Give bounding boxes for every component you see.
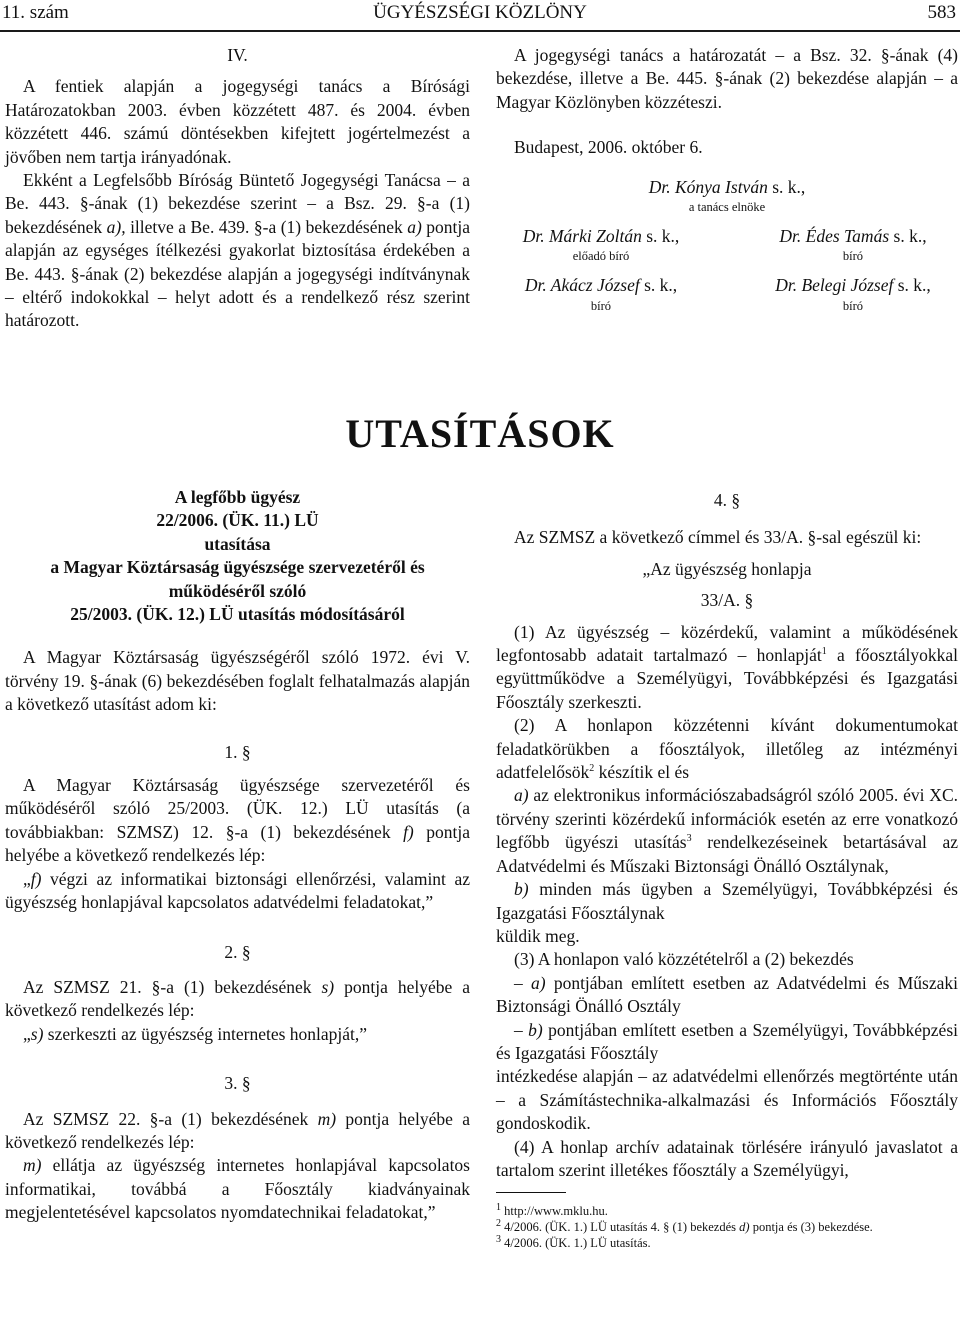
bottom-left-column [5, 486, 470, 1225]
paragraph: intézkedése alapján – az adatvédelmi ellenőrzés megtörténte után – a Számítástechnika-alkalmazási és Információs Főosztály gondoskodik. [496, 1066, 958, 1134]
section-number: 33/A. § [700, 590, 754, 611]
footnote-ref: 3 [686, 833, 692, 845]
paragraph [5, 868, 470, 915]
section-number: 3. § [224, 1073, 251, 1094]
text: pontjában említett esetben az Adatvédelmi és Műszaki Biztonsági Önálló Osztály [496, 972, 959, 1017]
signature [748, 225, 958, 264]
paragraph [496, 1019, 958, 1066]
page-number: 583 [927, 2, 956, 23]
paragraph [496, 972, 958, 1019]
header-rule [0, 30, 960, 32]
title-line: 25/2003. (ÜK. 12.) LÜ utasítás módosításáról [70, 604, 405, 625]
text: rendelkezéseinek betartásával az Adatvédelmi és Műszaki Biztonsági Önálló Osztálynak, [496, 832, 958, 876]
paragraph: A jogegységi tanács a határozatát – a Bsz. 32. §-ának (4) bekezdése, illetve a Be. 445. §-ának (2) bekezdése alapján – a Magyar Közlönyben közzéteszi. [496, 45, 958, 112]
signer-role: előadó bíró [572, 249, 630, 264]
text: végzi az informatikai biztonsági ellenőrzési, valamint az ügyészség honlapjával kapcsolatos adatvédelmi feladatokat,” [5, 868, 470, 913]
top-right-column [496, 44, 958, 314]
title-line: A legfőbb ügyész [174, 487, 301, 507]
text: – [514, 972, 531, 993]
text: „ [23, 1023, 31, 1044]
text: szerkeszti az ügyészség internetes honlapját,” [43, 1023, 368, 1044]
paragraph: A fentiek alapján a jogegységi tanács a Bírósági Határozatokban 2003. évben közzétett 487. és 2004. évben közzétett 446. számú döntésekben kifejtett jogértelmezést a jövőben nem tartja irányadónak. [5, 76, 470, 167]
section-number: 2. § [224, 941, 251, 962]
paragraph [5, 1154, 470, 1224]
text: ellátja az ügyészség internetes honlapjával kapcsolatos informatikai, továbbá a Főosztály kiadványainak megjelentetésével kapcsolatos nyomdatechnikai feladatokat,” [5, 1155, 470, 1223]
title-line: utasítása [204, 533, 271, 554]
section-number: 1. § [224, 741, 251, 762]
paragraph [5, 976, 470, 1023]
text: pontja és (3) bekezdése. [749, 1220, 873, 1235]
text: Az SZMSZ 22. §-a (1) bekezdésének [23, 1108, 318, 1129]
paragraph [5, 774, 470, 868]
title-line: a Magyar Köztársaság ügyészsége szervezetéről és működéséről szóló [50, 557, 425, 601]
text: illetve a Be. 439. §-a (1) bekezdésének [125, 216, 408, 237]
bottom-right-column [496, 489, 958, 1251]
signer-suffix: s. k., [893, 275, 931, 296]
footnote [496, 1235, 958, 1251]
signer-name: Dr. Márki Zoltán [522, 226, 642, 247]
heading-line: „Az ügyészség honlapja [642, 558, 812, 579]
text: készítik el és [594, 762, 690, 783]
footnote-rule [496, 1192, 566, 1193]
text: pontja helyébe a következő rendelkezés lép: [5, 1108, 470, 1152]
paragraph [496, 784, 958, 878]
text: (2) A honlapon közzétenni kívánt dokumentumokat feladatkörükben a főosztályok, illetőleg az intézményi adatfelelősök [496, 715, 958, 783]
top-left-column [5, 44, 470, 333]
text-italic: f) [403, 821, 414, 842]
page-header [0, 2, 960, 28]
text: (1) Az ügyészség – közérdekű, valamint a működésének legfontosabb adatait tartalmazó – honlapját [496, 621, 958, 666]
chair-signature [496, 176, 958, 215]
paragraph: (3) A honlapon való közzétételről a (2) bekezdés [514, 949, 854, 970]
text: a főosztályokkal együttműködve a Személyügyi, Továbbképzési és Igazgatási Főosztály szerkeszti. [496, 645, 958, 712]
text: minden más ügyben a Személyügyi, Továbbképzési és Igazgatási Főosztálynak [496, 879, 958, 923]
signer-name: Dr. Akácz József [524, 275, 640, 296]
signer-name: Dr. Belegi József [775, 275, 894, 296]
text-italic: a), [106, 216, 126, 237]
footnote [496, 1219, 958, 1235]
signer-role: bíró [842, 298, 864, 313]
text: A Magyar Köztársaság ügyészsége szervezetéről és működéséről szóló 25/2003. (ÜK. 12.) LÜ utasítás (a továbbiakban: SZMSZ) 12. §-a (1) bekezdésének [5, 775, 470, 842]
text-italic: b) [514, 879, 529, 900]
text-italic: b) [528, 1019, 543, 1040]
text: 4/2006. (ÜK. 1.) LÜ utasítás. [501, 1236, 651, 1251]
text: Ekként a Legfelsőbb Bíróság Büntető Jogegységi Tanácsa – a Be. 443. §-ának (1) bekezdése szerint – a Bsz. 29. §-a (1) bekezdésének [5, 170, 470, 237]
text-italic: d) [739, 1220, 750, 1235]
paragraph: (4) A honlap archív adatainak törlésére irányuló javaslatot a tartalom szerint illetékes főosztály a Személyügyi, [496, 1136, 958, 1180]
signer-role: bíró [590, 298, 612, 313]
signer-role: a tanács elnöke [688, 200, 766, 215]
signature [496, 225, 706, 264]
paragraph: Az SZMSZ a következő címmel és 33/A. §-sal egészül ki: [514, 527, 922, 548]
section-heading: IV. [227, 45, 248, 65]
issue-number: 11. szám [2, 2, 69, 23]
text-italic: f) [30, 868, 42, 889]
paragraph [496, 878, 958, 925]
signer-suffix: s. k., [639, 275, 678, 296]
footnote [496, 1203, 958, 1219]
text: http://www.mklu.hu. [501, 1204, 608, 1219]
signature-row [496, 225, 958, 264]
signer-role: bíró [842, 249, 864, 264]
text: pontja helyébe a következő rendelkezés lép: [5, 821, 470, 866]
paragraph: küldik meg. [496, 925, 580, 946]
date-line: Budapest, 2006. október 6. [514, 137, 703, 158]
paragraph [496, 714, 958, 784]
text: Az SZMSZ 21. §-a (1) bekezdésének [23, 976, 322, 997]
text-italic: a) [514, 785, 529, 806]
signer-name: Dr. Kónya István [648, 176, 768, 197]
footnote-number: 3 [496, 1234, 501, 1246]
text-italic: m) [317, 1108, 337, 1129]
paragraph [5, 1023, 470, 1046]
text: „ [23, 868, 31, 889]
text-italic: s) [321, 976, 335, 997]
footnote-number: 2 [496, 1218, 501, 1230]
footnote-ref: 2 [589, 763, 595, 775]
text: az elektronikus információszabadságról szóló 2005. évi XC. törvény szerinti közérdekű információk esetén az erre vonatkozó legfőbb ügyészi utasítás [496, 785, 958, 853]
footnote-ref: 1 [821, 646, 827, 658]
section-title: UTASÍTÁSOK [345, 411, 615, 456]
signature-row [496, 274, 958, 313]
journal-title: ÜGYÉSZSÉGI KÖZLÖNY [373, 2, 587, 23]
paragraph [5, 1108, 470, 1155]
text: 4/2006. (ÜK. 1.) LÜ utasítás 4. § (1) bekezdés [501, 1220, 740, 1235]
paragraph [496, 621, 958, 715]
text-italic: a) [531, 972, 546, 993]
paragraph: A Magyar Köztársaság ügyészségéről szóló 1972. évi V. törvény 19. §-ának (6) bekezdésében foglalt felhatalmazás alapján a következő utasítást adom ki: [5, 647, 470, 715]
title-line: 22/2006. (ÜK. 11.) LÜ [156, 510, 319, 531]
paragraph [5, 169, 470, 333]
section-number: 4. § [713, 490, 741, 510]
signer-suffix: s. k., [641, 226, 680, 247]
signature [496, 274, 706, 313]
signer-name: Dr. Édes Tamás [779, 226, 890, 247]
signer-suffix: s. k., [767, 176, 806, 197]
text: pontja alapján az egységes ítélkezési gyakorlat biztosítása érdekében a Be. 443. §-ának (2) bekezdése alapján a jogegységi indítványnak – eltérő indokokkal – helyt adott és a rendelkező rész szerint határozott. [5, 216, 470, 331]
text-italic: a) [407, 216, 422, 237]
text: pontjában említett esetben a Személyügyi, Továbbképzési és Igazgatási Főosztály [496, 1019, 958, 1063]
footnote-number: 1 [496, 1202, 501, 1214]
text-italic: s) [30, 1023, 44, 1044]
text: – [514, 1019, 529, 1040]
instruction-title-block [5, 486, 470, 626]
text: pontja helyébe a következő rendelkezés lép: [5, 976, 470, 1021]
text-italic: m) [23, 1155, 42, 1176]
signature [748, 274, 958, 313]
signer-suffix: s. k., [889, 226, 927, 247]
